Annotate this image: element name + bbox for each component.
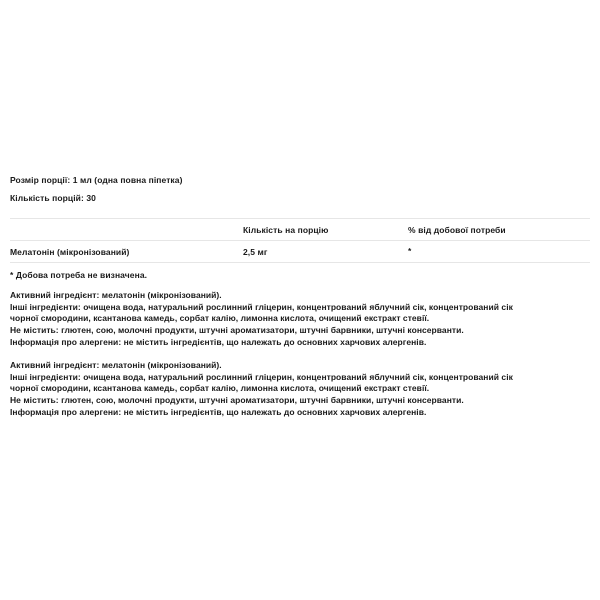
serving-info-block <box>10 174 590 204</box>
active-ingredient-line: Активний інгредієнт: мелатонін (мікронізований). <box>10 360 222 370</box>
ingredients-block <box>10 360 592 419</box>
table-row <box>10 241 590 263</box>
table-body <box>10 241 590 263</box>
free-from-line: Не містить: глютен, сою, молочні продукти, штучні ароматизатори, штучні барвники, штучні консерванти. <box>10 325 464 336</box>
serving-size-line: Розмір порції: 1 мл (одна повна піпетка) <box>10 175 183 185</box>
active-ingredient-line: Активний інгредієнт: мелатонін (мікронізований). <box>10 290 222 300</box>
daily-value-footnote: * Добова потреба не визначена. <box>10 270 148 280</box>
free-from-line: Не містить: глютен, сою, молочні продукти, штучні ароматизатори, штучні барвники, штучні консерванти. <box>10 395 464 406</box>
table-header <box>10 219 590 241</box>
cell-amount: 2,5 мг <box>243 241 408 263</box>
supplement-facts-table <box>10 218 590 263</box>
column-header-percent-daily-value: % від добової потреби <box>408 219 590 241</box>
ingredients-block <box>10 290 592 349</box>
table-header-row <box>10 219 590 241</box>
other-ingredients-line-2: чорної смородини, ксантанова камедь, сорбат калію, лимонна кислота, очищений екстракт стевії. <box>10 313 430 324</box>
other-ingredients-line-1: Інші інгредієнти: очищена вода, натуральний рослинний гліцерин, концентрований яблучний сік, концентрований сік <box>10 371 513 382</box>
cell-daily-value: * <box>408 241 590 263</box>
cell-nutrient-name: Мелатонін (мікронізований) <box>10 241 243 263</box>
allergen-info-line: Інформація про алергени: не містить інгредієнтів, що належать до основних харчових алергенів. <box>10 336 427 347</box>
other-ingredients-line-1: Інші інгредієнти: очищена вода, натуральний рослинний гліцерин, концентрований яблучний сік, концентрований сік <box>10 301 513 312</box>
allergen-info-line: Інформація про алергени: не містить інгредієнтів, що належать до основних харчових алергенів. <box>10 406 427 417</box>
column-header-amount-per-serving: Кількість на порцію <box>243 219 408 241</box>
other-ingredients-line-2: чорної смородини, ксантанова камедь, сорбат калію, лимонна кислота, очищений екстракт стевії. <box>10 383 430 394</box>
servings-per-container-line: Кількість порцій: 30 <box>10 193 96 203</box>
column-header-nutrient <box>10 219 243 241</box>
